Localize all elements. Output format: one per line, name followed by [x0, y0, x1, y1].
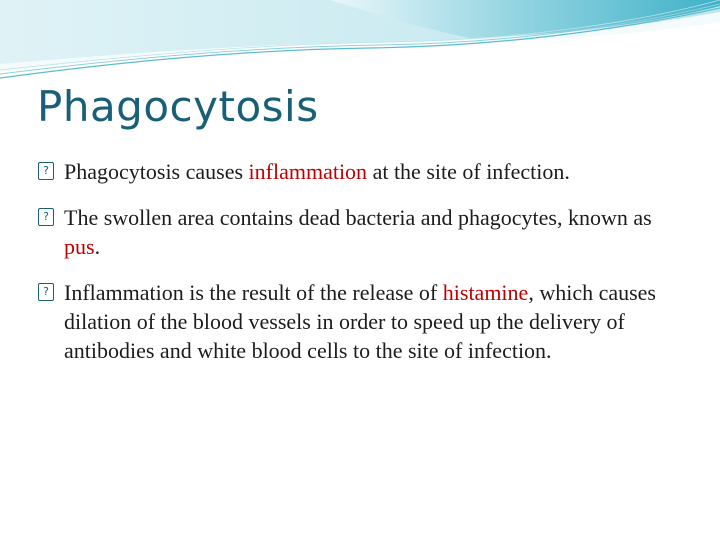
- bullet-text: The swollen area contains dead bacteria and phagocytes, known as: [64, 205, 652, 230]
- bullet-item-pus: [38, 203, 678, 261]
- slide-title: Phagocytosis: [37, 82, 319, 131]
- highlighted-term: pus: [64, 234, 95, 259]
- highlighted-term: inflammation: [248, 159, 368, 184]
- missing-glyph-box-icon: ?: [38, 283, 54, 301]
- highlighted-term: histamine: [442, 280, 529, 305]
- bullet-item-histamine: [38, 278, 678, 365]
- bullet-text: Inflammation is the result of the release of: [64, 280, 443, 305]
- bullet-text: at the site of infection.: [367, 159, 570, 184]
- header-wave-decoration: [0, 0, 720, 90]
- missing-glyph-box-icon: ?: [38, 208, 54, 226]
- bullet-list: [38, 157, 678, 382]
- bullet-text: , which causes dilation of the blood vessels in order to speed up the delivery of antibodies and white blood cells to the site of infection.: [64, 280, 656, 363]
- missing-glyph-box-icon: ?: [38, 162, 54, 180]
- bullet-text: .: [94, 234, 101, 259]
- bullet-item-inflammation: [38, 157, 678, 186]
- bullet-text: Phagocytosis causes: [64, 159, 249, 184]
